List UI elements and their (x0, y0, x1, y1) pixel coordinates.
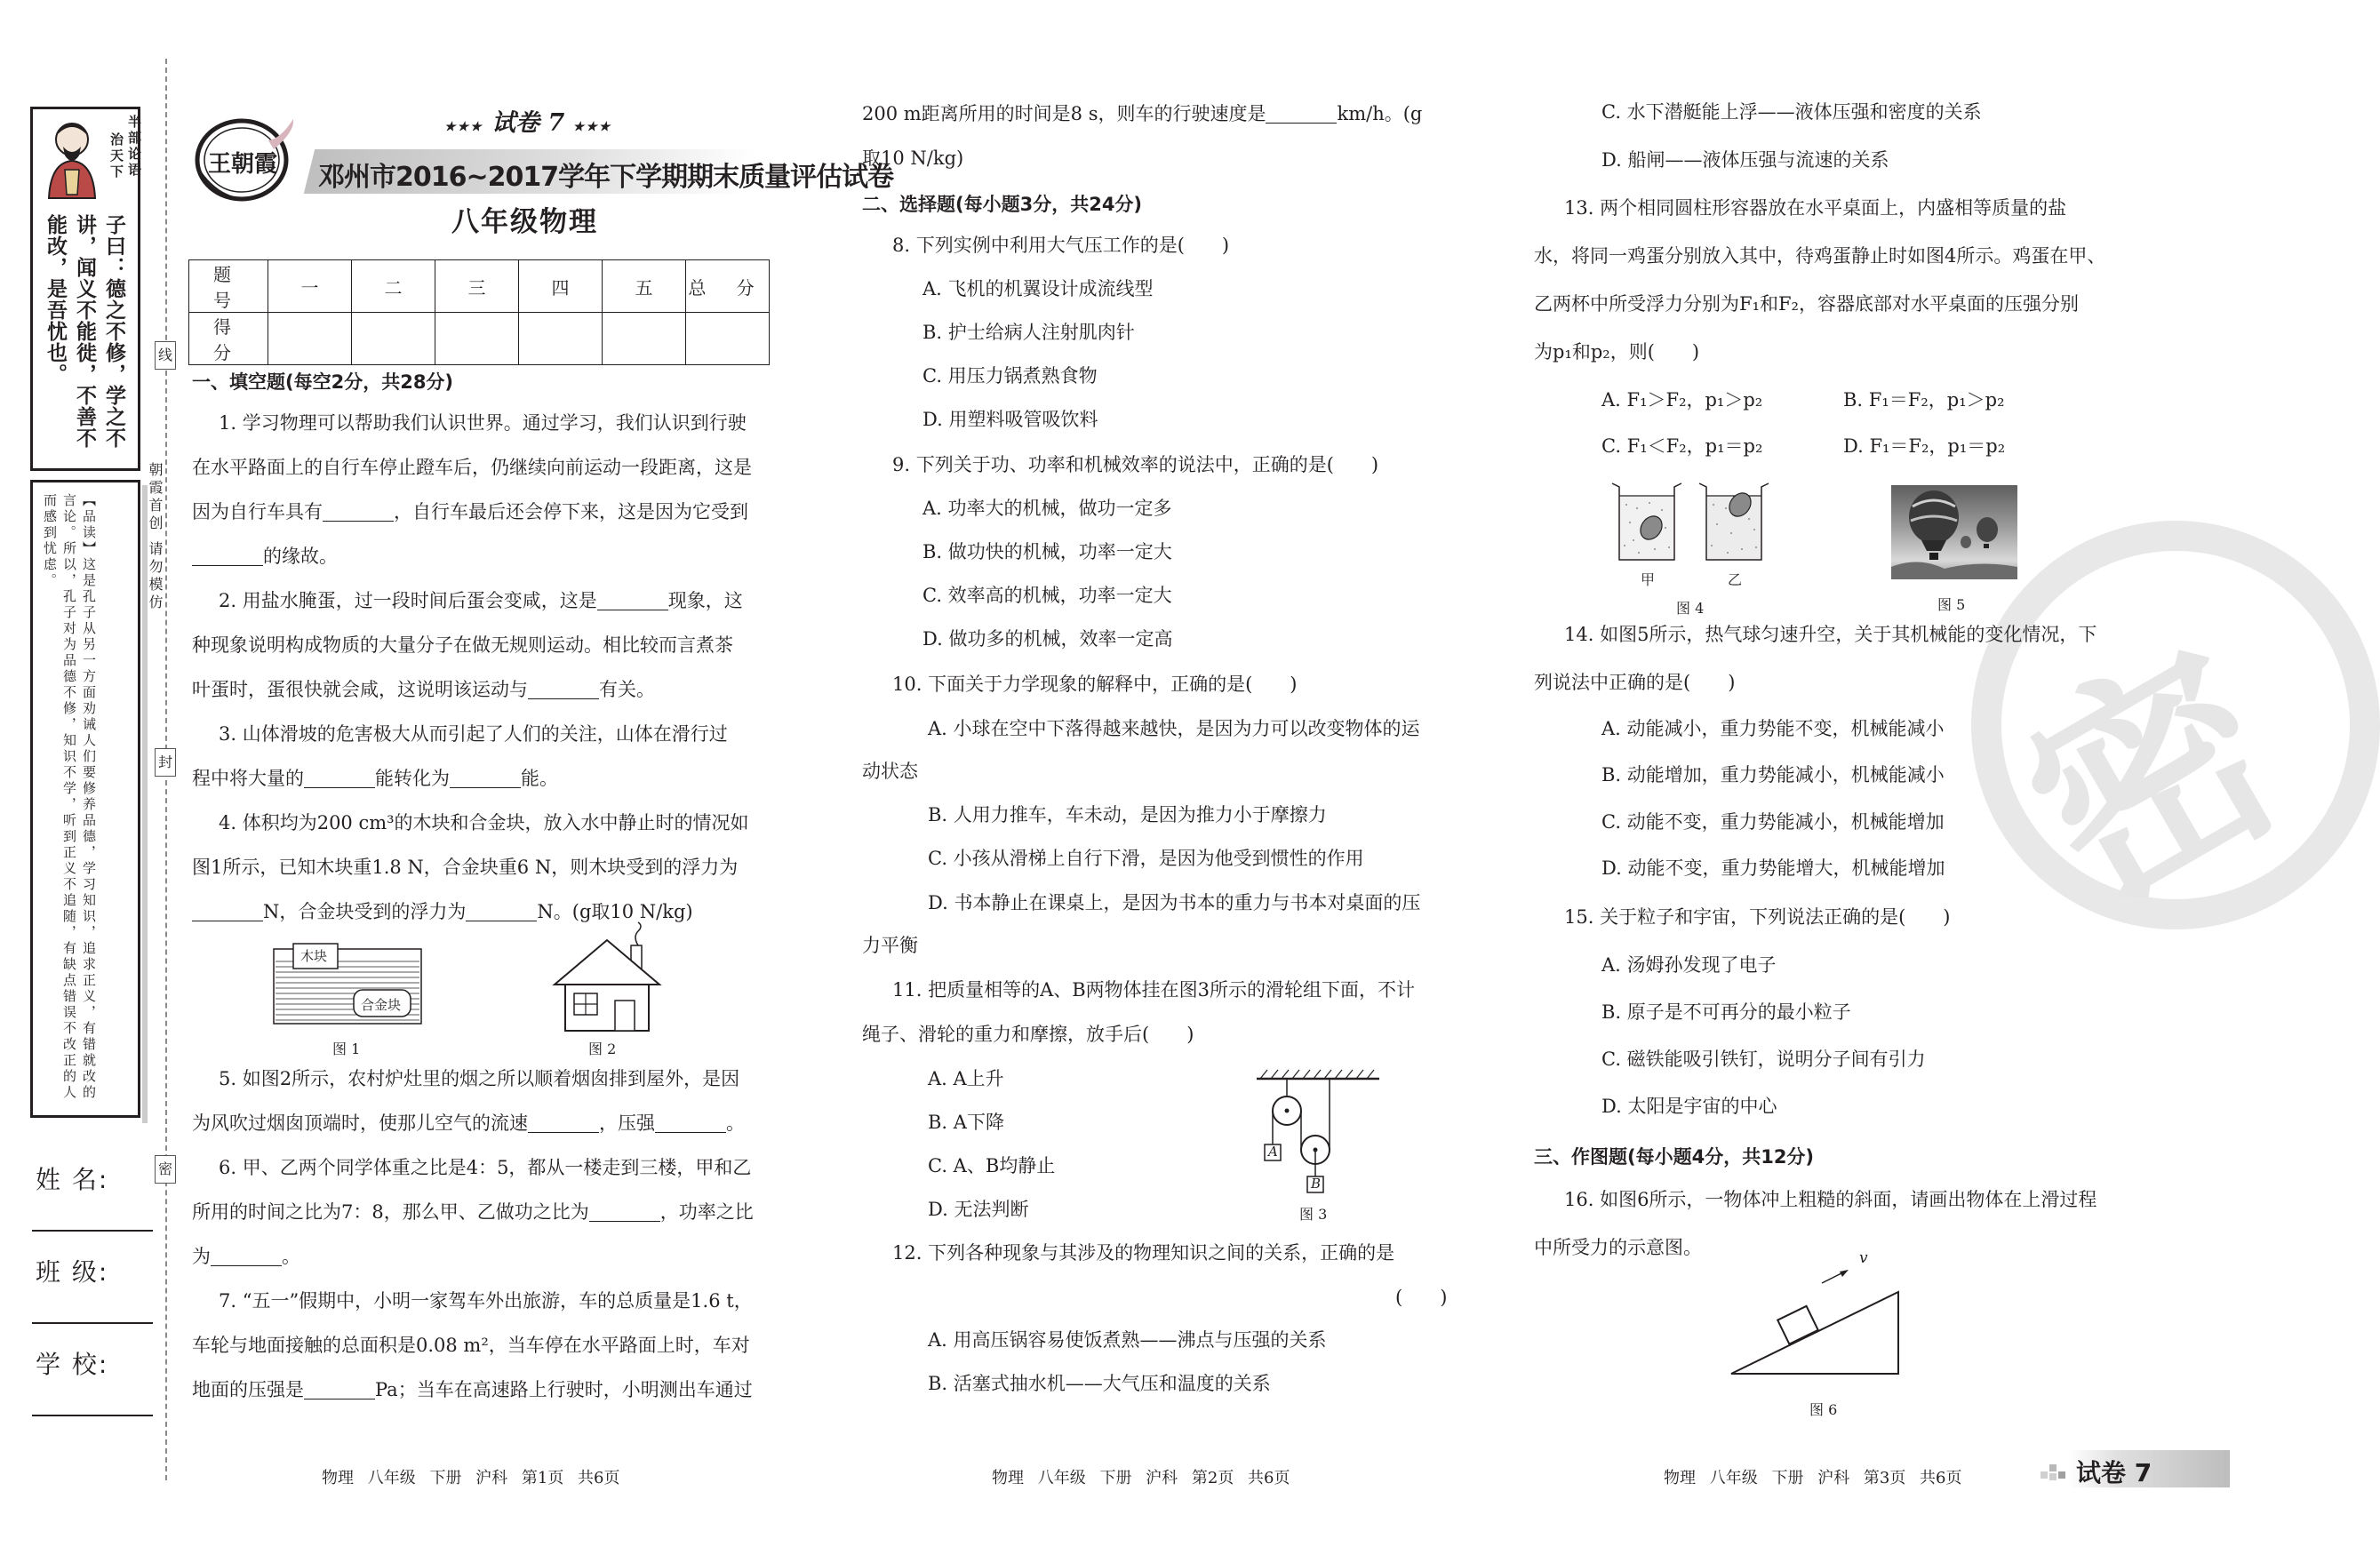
score-header-cell: 四 (519, 260, 603, 313)
proverb-box (30, 107, 140, 471)
q11-stem-line2: 绳子、滑轮的重力和摩擦，放手后( ) (862, 1024, 1194, 1045)
beaker-yi (1699, 483, 1769, 560)
q1-line4: 的缘故。 (192, 546, 338, 567)
q6-blank1[interactable] (589, 1203, 660, 1222)
brand-logo-text: 王朝霞 (208, 151, 278, 178)
figure-2 (549, 928, 665, 1033)
score-input-cell[interactable] (352, 313, 435, 365)
q10-option-a[interactable]: A. 小球在空中下落得越来越快，是因为力可以改变物体的运 (928, 718, 1420, 739)
q15-option-c[interactable]: C. 磁铁能吸引铁钉，说明分子间有引力 (1601, 1049, 1926, 1070)
q5-line1: 5. 如图2所示，农村炉灶里的烟之所以顺着烟囱排到屋外，是因 (219, 1068, 740, 1089)
q14-stem-line1: 14. 如图5所示，热气球匀速升空，关于其机械能的变化情况，下 (1564, 624, 2097, 645)
class-field[interactable] (32, 1322, 153, 1324)
star-decoration: ★★★ (572, 120, 612, 134)
q12-stem: 12. 下列各种现象与其涉及的物理知识之间的关系，正确的是 (892, 1242, 1395, 1264)
q7-blank2[interactable] (1266, 105, 1337, 124)
q7-line4: 200 m距离所用的时间是8 s，则车的行驶速度是 km/h。(g (862, 103, 1423, 124)
q3-line2: 程中将大量的 能转化为 能。 (192, 768, 558, 789)
q15-option-b[interactable]: B. 原子是不可再分的最小粒子 (1601, 1001, 1851, 1023)
q7-line3: 地面的压强是 Pa；当车在高速路上行驶时，小明测出车通过 (192, 1379, 753, 1400)
q8-option-b[interactable]: B. 护士给病人注射肌肉针 (922, 322, 1135, 343)
q6-line3: 为 。 (192, 1246, 300, 1267)
score-input-cell[interactable] (686, 313, 770, 365)
q11-option-a[interactable]: A. A上升 (928, 1068, 1004, 1089)
q4-line3: N，合金块受到的浮力为 N。(g取10 N/kg) (192, 901, 693, 922)
brand-logo (188, 114, 299, 203)
q13-option-d[interactable]: D. F₁＝F₂，p₁＝p₂ (1843, 435, 2006, 457)
q1-line1: 1. 学习物理可以帮助我们认识世界。通过学习，我们认识到行驶 (219, 412, 747, 434)
q14-option-a[interactable]: A. 动能减小，重力势能不变，机械能减小 (1601, 718, 1945, 739)
q11-option-b[interactable]: B. A下降 (928, 1112, 1004, 1133)
fig4-label-yi: 乙 (1728, 571, 1743, 588)
q1-line2: 在水平路面上的自行车停止蹬车后，仍继续向前运动一段距离，这是 (192, 457, 752, 478)
q4-line2: 图1所示，已知木块重1.8 N，合金块重6 N，则木块受到的浮力为 (192, 857, 739, 878)
q10-option-c[interactable]: C. 小孩从滑梯上自行下滑，是因为他受到惯性的作用 (928, 848, 1364, 869)
score-header-cell: 题 号 (189, 260, 268, 313)
q3-blank1[interactable] (304, 770, 375, 788)
q4-blank2[interactable] (466, 903, 537, 921)
paper-number: 试卷 7 (491, 109, 565, 137)
score-header-cell: 五 (603, 260, 686, 313)
score-input-cell[interactable] (268, 313, 352, 365)
q9-stem: 9. 下列关于功、功率和机械效率的说法中，正确的是( ) (892, 454, 1379, 475)
figure-4 (1607, 478, 1776, 563)
q16-line1: 16. 如图6所示，一物体冲上粗糙的斜面，请画出物体在上滑过程 (1564, 1189, 2097, 1210)
footer-page3: 物理 八年级 下册 沪科 第3页 共6页 (1664, 1469, 1962, 1487)
q10-option-b[interactable]: B. 人用力推车，车未动，是因为推力小于摩擦力 (928, 804, 1327, 825)
logo-vertical-left: 治天下 (108, 132, 124, 180)
q6-line2: 所用的时间之比为7：8，那么甲、乙做功之比为 ，功率之比 (192, 1201, 754, 1223)
q14-option-c[interactable]: C. 动能不变，重力势能减小，机械能增加 (1601, 811, 1945, 833)
fig1-alloy-label: 合金块 (361, 997, 402, 1013)
q11-stem-line1: 11. 把质量相等的A、B两物体挂在图3所示的滑轮组下面，不计 (892, 979, 1416, 1001)
q7-line2: 车轮与地面接触的总面积是0.08 m²，当车停在水平路面上时，车对 (192, 1335, 750, 1356)
score-header-cell: 三 (435, 260, 519, 313)
q5-line2: 为风吹过烟囱顶端时，使那儿空气的流速 ，压强 。 (192, 1112, 745, 1134)
footer-page1: 物理 八年级 下册 沪科 第1页 共6页 (322, 1469, 620, 1487)
paper-number-title (444, 103, 611, 138)
q2-line2: 种现象说明构成物质的大量分子在做无规则运动。相比较而言煮茶 (192, 634, 733, 656)
q4-line1: 4. 体积均为200 cm³的木块和合金块，放入水中静止时的情况如 (219, 812, 749, 833)
subject-title: 八年级物理 (451, 206, 598, 238)
q4-blank1[interactable] (192, 903, 263, 921)
q14-stem-line2: 列说法中正确的是( ) (1534, 672, 1736, 693)
q15-stem: 15. 关于粒子和宇宙，下列说法正确的是( ) (1564, 906, 1951, 928)
class-label: 班 级: (36, 1257, 109, 1287)
q2-blank1[interactable] (597, 592, 668, 610)
q8-option-a[interactable]: A. 飞机的机翼设计成流线型 (922, 278, 1154, 299)
confucius-portrait (38, 116, 106, 198)
q15-option-a[interactable]: A. 汤姆孙发现了电子 (1601, 954, 1777, 976)
name-label: 姓 名: (36, 1165, 109, 1194)
proverb-text: 子曰：德之不修，学之不讲，闻义不能徙，不善不能改，是吾忧也。 (44, 214, 125, 449)
section3-title: 三、作图题(每小题4分，共12分) (1534, 1146, 1815, 1168)
q12-option-d[interactable]: D. 船闸——液体压强与流速的关系 (1601, 149, 1889, 171)
fig6-caption: 图 6 (1809, 1401, 1838, 1418)
logo-vertical-right: 半部论语 (126, 115, 142, 179)
q13-option-a[interactable]: A. F₁＞F₂，p₁＞p₂ (1601, 389, 1763, 411)
school-label: 学 校: (36, 1350, 109, 1379)
q15-option-d[interactable]: D. 太阳是宇宙的中心 (1601, 1096, 1777, 1117)
score-table-header-row (189, 260, 770, 313)
q5-blank2[interactable] (655, 1114, 726, 1133)
figure-3 (1251, 1063, 1385, 1196)
q11-option-c[interactable]: C. A、B均静止 (928, 1155, 1056, 1176)
fig3-label-b: B (1311, 1176, 1322, 1192)
q6-blank2[interactable] (211, 1248, 282, 1266)
fig2-caption: 图 2 (588, 1041, 617, 1057)
q7-line1: 7. “五一”假期中，小明一家驾车外出旅游，车的总质量是1.6 t， (219, 1290, 753, 1312)
q12-option-a[interactable]: A. 用高压锅容易使饭煮熟——沸点与压强的关系 (928, 1329, 1327, 1351)
q13-stem-line2: 水，将同一鸡蛋分别放入其中，待鸡蛋静止时如图4所示。鸡蛋在甲、 (1534, 245, 2106, 267)
q14-option-b[interactable]: B. 动能增加，重力势能减小，机械能减小 (1601, 764, 1945, 785)
commentary-text: 【品读】这是孔子从另一方面劝诫人们要修养品德，学习知识，追求正义，有错就改的言论。所以，孔子对为品德不修，知识不学，听到正义不追随，有缺点错误不改正的人而感到忧虑。 (42, 493, 97, 1101)
q8-option-d[interactable]: D. 用塑料吸管吸饮料 (922, 409, 1098, 430)
paper-tab (2041, 1450, 2230, 1487)
paper-tab-text: 试卷 7 (2076, 1458, 2152, 1487)
q9-option-d[interactable]: D. 做功多的机械，效率一定高 (922, 628, 1173, 650)
binding-mark-secret: 密 (155, 1155, 176, 1184)
q10-option-d[interactable]: D. 书本静止在课桌上，是因为书本的重力与书本对桌面的压 (928, 892, 1421, 913)
exam-title: 邓州市2016~2017学年下学期期末质量评估试卷 (318, 162, 894, 193)
q14-option-d[interactable]: D. 动能不变，重力势能增大，机械能增加 (1601, 857, 1945, 879)
school-field[interactable] (32, 1415, 153, 1416)
q13-stem-line4: 为p₁和p₂，则( ) (1534, 341, 1700, 363)
q13-option-b[interactable]: B. F₁＝F₂，p₁＞p₂ (1843, 389, 2005, 411)
score-header-cell: 二 (352, 260, 435, 313)
q9-option-a[interactable]: A. 功率大的机械，做功一定多 (922, 498, 1172, 519)
binding-mark-seal: 封 (155, 748, 176, 777)
score-header-cell: 总 分 (686, 260, 770, 313)
q7-line5: 取10 N/kg) (862, 148, 964, 169)
q7-blank1[interactable] (304, 1381, 375, 1399)
figure-6[interactable] (1729, 1248, 1904, 1377)
q13-stem-line1: 13. 两个相同圆柱形容器放在水平桌面上，内盛相等质量的盐 (1564, 197, 2067, 219)
q2-line3: 叶蛋时，蛋很快就会咸，这说明该运动与 有关。 (192, 679, 655, 700)
score-input-cell[interactable] (519, 313, 603, 365)
fig3-label-a: A (1268, 1144, 1278, 1160)
fig1-wood-label: 木块 (300, 948, 328, 964)
score-table-score-row (189, 313, 770, 365)
figure-5-photo (1891, 485, 2017, 579)
q8-stem: 8. 下列实例中利用大气压工作的是( ) (892, 235, 1230, 256)
q8-option-c[interactable]: C. 用压力锅煮熟食物 (922, 365, 1098, 387)
commentary-box (30, 480, 140, 1118)
q12-paren: ( ) (1395, 1287, 1448, 1308)
paper-tab-squares (2041, 1457, 2067, 1482)
fig4-label-jia: 甲 (1641, 571, 1656, 588)
q2-blank2[interactable] (528, 681, 599, 699)
q3-blank2[interactable] (450, 770, 521, 788)
watermark-text: 密 (1986, 606, 2321, 954)
q6-line1: 6. 甲、乙两个同学体重之比是4：5，都从一楼走到三楼，甲和乙 (219, 1157, 752, 1178)
footer-page2: 物理 八年级 下册 沪科 第2页 共6页 (992, 1469, 1290, 1487)
q10-option-d-cont: 力平衡 (862, 935, 918, 956)
q9-option-b[interactable]: B. 做功快的机械，功率一定大 (922, 541, 1172, 562)
binding-mark-line: 线 (155, 341, 176, 370)
q9-option-c[interactable]: C. 效率高的机械，功率一定大 (922, 585, 1172, 606)
figure-1 (272, 937, 423, 1025)
q3-line1: 3. 山体滑坡的危害极大从而引起了人们的关注，山体在滑行过 (219, 723, 728, 745)
q12-option-b[interactable]: B. 活塞式抽水机——大气压和温度的关系 (928, 1373, 1271, 1394)
fig3-caption: 图 3 (1299, 1206, 1328, 1223)
q1-blank2[interactable] (192, 547, 263, 566)
q10-option-a-cont: 动状态 (862, 761, 918, 782)
star-decoration: ★★★ (444, 120, 483, 134)
q12-option-c[interactable]: C. 水下潜艇能上浮——液体压强和密度的关系 (1601, 101, 1982, 123)
q2-line1: 2. 用盐水腌蛋，过一段时间后蛋会变咸，这是 现象，这 (219, 590, 743, 611)
beaker-jia (1612, 483, 1681, 560)
q13-stem-line3: 乙两杯中所受浮力分别为F₁和F₂，容器底部对水平桌面的压强分别 (1534, 293, 2079, 315)
score-input-cell[interactable] (435, 313, 519, 365)
q13-option-c[interactable]: C. F₁＜F₂，p₁＝p₂ (1601, 435, 1763, 457)
q5-blank1[interactable] (528, 1114, 599, 1133)
brand-note: 朝霞首创 请勿模仿 (147, 462, 164, 613)
score-table (188, 259, 770, 365)
section1-title: 一、填空题(每空2分，共28分) (192, 371, 454, 393)
q16-line2: 中所受力的示意图。 (1534, 1237, 1702, 1258)
fig6-velocity-label: v (1859, 1249, 1868, 1267)
q10-stem: 10. 下面关于力学现象的解释中，正确的是( ) (892, 674, 1298, 695)
q11-option-d[interactable]: D. 无法判断 (928, 1199, 1029, 1220)
section2-title: 二、选择题(每小题3分，共24分) (862, 194, 1143, 215)
fig4-caption: 图 4 (1676, 600, 1705, 617)
q1-line3: 因为自行车具有 ，自行车最后还会停下来，这是因为它受到 (192, 501, 748, 522)
score-input-cell[interactable] (603, 313, 686, 365)
q1-blank1[interactable] (323, 503, 394, 522)
score-header-cell: 一 (268, 260, 352, 313)
watermark-seal (1971, 521, 2321, 965)
fig5-caption: 图 5 (1937, 596, 1966, 613)
fig1-caption: 图 1 (332, 1041, 361, 1057)
name-field[interactable] (32, 1230, 153, 1232)
score-row-label: 得 分 (189, 313, 268, 365)
